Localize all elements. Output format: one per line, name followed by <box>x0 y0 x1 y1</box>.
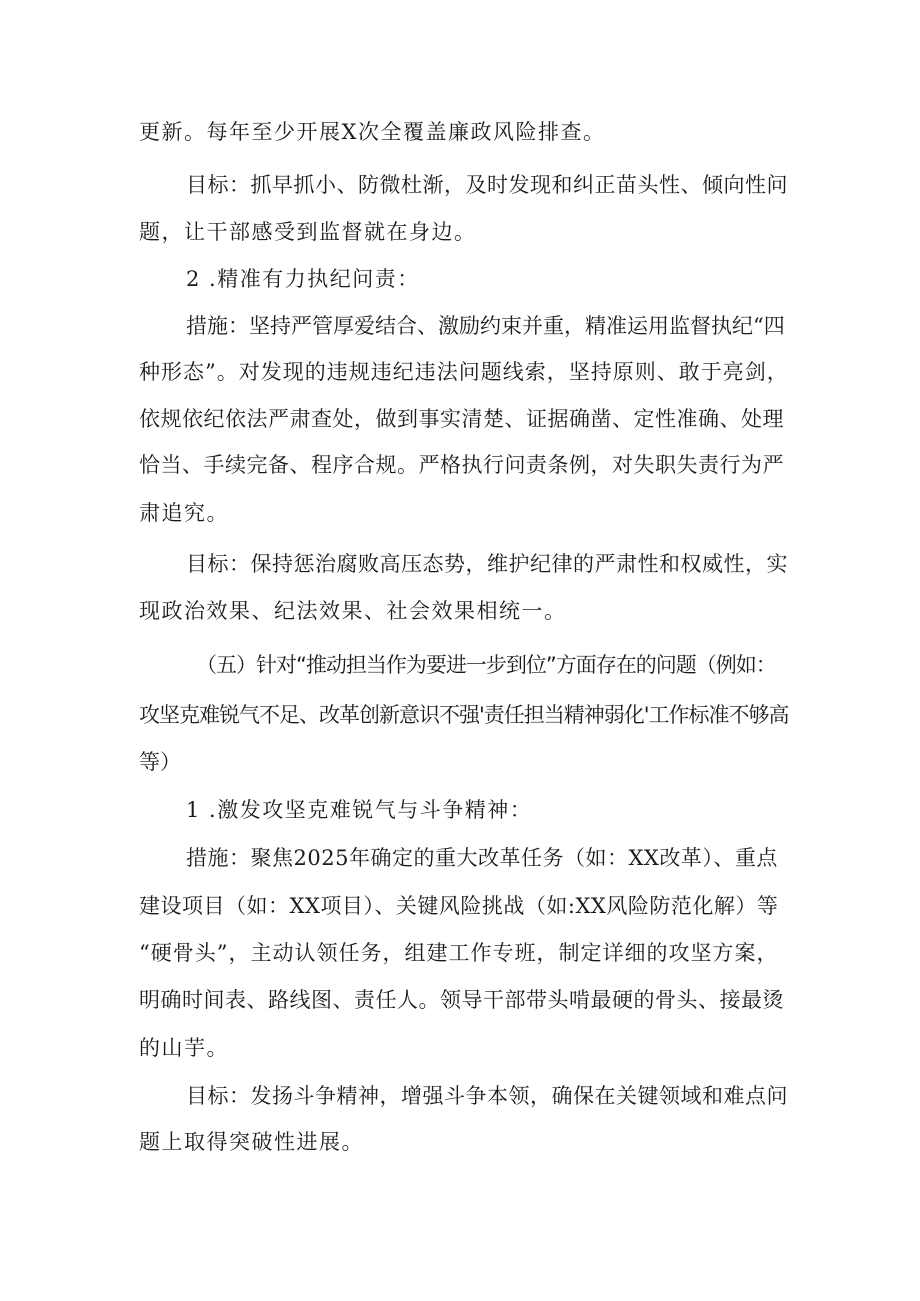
text-line: 依规依纪依法严肃查处，做到事实清楚、证据确凿、定性准确、处理 <box>139 407 784 431</box>
text-line: 措施：聚焦2025年确定的重大改革任务（如：XX改革）、重点 <box>186 846 778 870</box>
section-heading: 攻坚克难锐气不足、改革创新意识不强'责任担当精神弱化'工作标准不够高 <box>139 703 789 727</box>
text-line: 明确时间表、路线图、责任人。领导干部带头啃最硬的骨头、接最烫 <box>139 988 784 1012</box>
section-heading: 等） <box>139 750 181 774</box>
text-line: 更新。每年至少开展X次全覆盖廉政风险排查。 <box>139 120 606 144</box>
text-line: 目标：保持惩治腐败高压态势，维护纪律的严肃性和权威性，实 <box>186 552 788 576</box>
text-line: 目标：发扬斗争精神，增强斗争本领，确保在关键领域和难点问 <box>186 1084 788 1108</box>
text-line: 目标：抓早抓小、防微杜渐，及时发现和纠正苗头性、倾向性问 <box>186 173 788 197</box>
text-line: 种形态”。对发现的违规违纪违法问题线索，坚持原则、敢于亮剑， <box>139 360 789 384</box>
text-line: 建设项目（如：XX项目）、关键风险挑战（如:XX风险防范化解）等 <box>139 894 779 918</box>
text-line: 肃追究。 <box>139 501 229 525</box>
text-line: 恰当、手续完备、程序合规。严格执行问责条例，对失职失责行为严 <box>139 453 784 477</box>
section-heading: 2 .精准有力执纪问责： <box>186 267 420 291</box>
text-line: 措施：坚持严管厚爱结合、激励约束并重，精准运用监督执纪“四 <box>186 314 785 338</box>
text-line: 现政治效果、纪法效果、社会效果相统一。 <box>139 599 567 623</box>
section-heading: 1 .激发攻坚克难锐气与斗争精神： <box>186 798 533 822</box>
text-line: “硬骨头”，主动认领任务，组建工作专班，制定详细的攻坚方案， <box>139 941 779 965</box>
text-line: 的山芋。 <box>139 1036 229 1060</box>
text-line: 题，让干部感受到监督就在身边。 <box>139 220 477 244</box>
section-heading: （五）针对“推动担当作为要进一步到位”方面存在的问题（例如： <box>196 653 776 677</box>
text-line: 题上取得突破性进展。 <box>139 1130 364 1154</box>
